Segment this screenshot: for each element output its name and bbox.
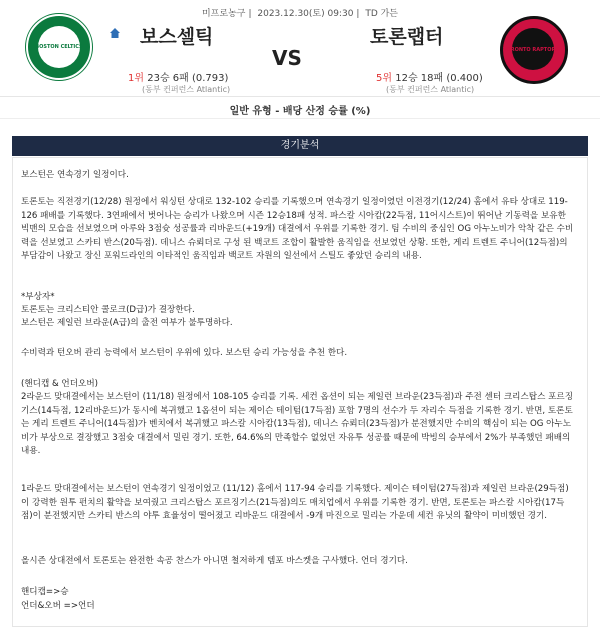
handicap-heading: (핸디캡 & 언더오버) bbox=[21, 379, 98, 389]
home-logo-text: BOSTON CELTICS bbox=[35, 44, 83, 50]
away-team-name: 토론랩터 bbox=[370, 26, 444, 48]
away-team-logo bbox=[500, 16, 568, 84]
match-header bbox=[0, 0, 600, 96]
away-rank: 5위 bbox=[376, 73, 393, 84]
home-team-logo bbox=[26, 14, 92, 80]
home-conference: (동부 컨퍼런스 Atlantic) bbox=[142, 85, 231, 94]
home-team-record bbox=[128, 69, 228, 84]
venue-label: TD 가든 bbox=[365, 9, 399, 19]
home-icon bbox=[110, 28, 120, 38]
bet-type-title: 일반 유형 - 배당 산정 승률 (%) bbox=[229, 106, 371, 117]
match-meta: 미프로농구 | 2023.12.30(토) 09:30 | TD 가든 bbox=[201, 9, 399, 19]
analysis-paragraph: 1라운드 맞대결에서는 보스턴이 연속경기 일정이었고 (11/12) 홈에서 117-94 승리를 기록했다. 제이슨 테이텀(27득점)과 제일런 브라운(29득점)이 강력한 원투 펀치의 활약을 보여줬고 크리스탑스 포르징기스(21득점)의도 매치업에서 우위를 기록한 경기. 반면, 토론토는 파스칼 시아캄(17득점)이 분전했지만 스카티 반스의 야투 효율성이 떨어졌고 리바운드 대결에서 -9개 마진으로 밀리는 가운데 세컨 유닛의 활약이 미비했던 경기. bbox=[21, 484, 569, 521]
vs-label: VS bbox=[272, 46, 302, 70]
analysis-paragraph: 수비력과 턴오버 관리 능력에서 보스턴이 우위에 있다. 보스턴 승리 가능성을 추천 한다. bbox=[21, 348, 348, 358]
home-record-text: 23승 6패 (0.793) bbox=[147, 73, 229, 84]
analysis-content bbox=[12, 157, 588, 627]
home-rank: 1위 bbox=[128, 73, 145, 84]
bet-divider bbox=[0, 118, 600, 119]
under-over-pick: 언더&오버 =>언더 bbox=[21, 601, 95, 611]
away-conference: (동부 컨퍼런스 Atlantic) bbox=[386, 85, 475, 94]
header-divider bbox=[0, 96, 600, 97]
injury-heading: *부상자* bbox=[21, 292, 55, 302]
analysis-paragraph: 올시즌 상대전에서 토론토는 완전한 속공 찬스가 아니면 철저하게 템포 바스켓을 구사했다. 언더 경기다. bbox=[21, 556, 408, 566]
match-datetime: 2023.12.30(토) 09:30 bbox=[257, 9, 354, 19]
analysis-paragraph: 토론토는 크리스티안 콜로크(D급)가 결장한다. bbox=[21, 305, 195, 315]
analysis-section-header: 경기분석 bbox=[12, 136, 588, 156]
analysis-paragraph: 보스턴은 연속경기 일정이다. bbox=[21, 170, 129, 180]
away-logo-text: TORONTO RAPTORS bbox=[503, 47, 559, 53]
handicap-pick: 핸디캡=>승 bbox=[21, 587, 69, 597]
analysis-paragraph: 2라운드 맞대결에서는 보스턴이 (11/18) 원정에서 108-105 승리를 기록. 세컨 옵션이 되는 제일런 브라운(23득점)과 주전 센터 크리스탑스 포르징기스(14득점, 12리바운드)가 동시에 복귀했고 1옵션이 되는 제이슨 테이텀(17득점) 포함 7명의 선수가 두 자리수 득점을 기록한 경기. 반면, 토론토는 게리 트렌트 주니어(14득점)가 벤치에서 복귀했고 파스칼 시아캄(13득점), 데니스 슈뢰더(23득점)가 분전했지만 수비의 핵심이 되는 OG 아누노비가 부상으로 결장했고 3점슛 대결에서 밀린 경기. 또한, 64.6%의 만족할수 없었던 자유투 성공률 때문에 박빙의 승부에서 2%가 부족했던 패배의 내용. bbox=[21, 392, 574, 456]
league-label: 미프로농구 bbox=[201, 9, 246, 19]
home-team-name: 보스셀틱 bbox=[140, 26, 214, 48]
analysis-paragraph: 토론토는 직전경기(12/28) 원정에서 워싱턴 상대로 132-102 승리를 기록했으며 연속경기 일정이였던 이전경기(12/24) 홈에서 유타 상대로 119-126 패배를 기록했다. 3연패에서 벗어나는 승리가 나왔으며 시즌 12승18패 성적. 파스칼 시아캄(22득점, 11어시스트)이 뛰어난 기동력을 보유한 빅맨의 모습을 선보였으며 아루와 3점슛 성공률과 리바운드(+19개) 대결에서 우위를 기록한 경기. 팀 수비의 중심인 OG 아누노비가 악착 같은 수비력을 선보였고 스카티 반스(20득점). 데니스 슈뢰더로 구성 된 백코트 조합이 활발한 움직임을 선보였던 상황. 또한, 게리 트렌트 주니어(12득점)의 부담감이 나왔고 장신 포워드라인의 이타적인 움직임과 백코트 자원의 일선에서 스틸도 좋았던 승리의 내용. bbox=[21, 197, 574, 261]
analysis-paragraph: 보스턴은 제일런 브라운(A급)의 출전 여부가 불투명하다. bbox=[21, 318, 233, 328]
away-record-text: 12승 18패 (0.400) bbox=[395, 73, 483, 84]
away-team-record bbox=[376, 69, 483, 84]
